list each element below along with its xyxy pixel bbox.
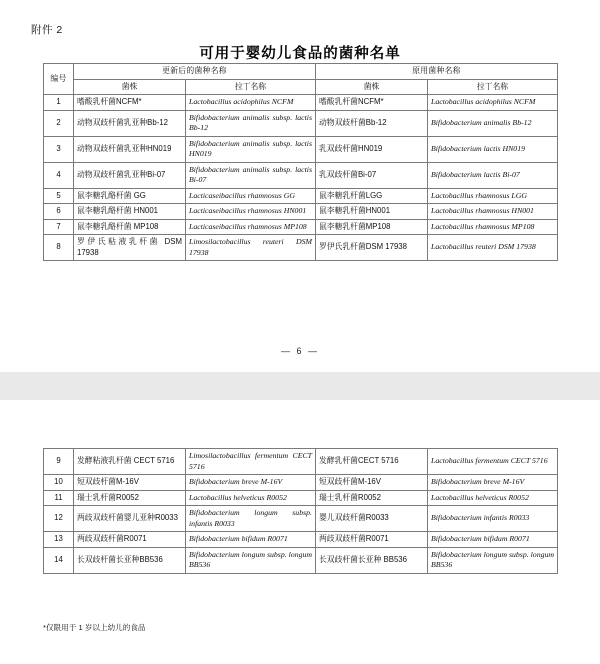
row-cn-old: 罗伊氏乳杆菌DSM 17938 [316,235,428,261]
row-cn-old: 短双歧杆菌M-16V [316,475,428,491]
table-row [44,188,558,204]
table-row [44,219,558,235]
header-strain-cn-old: 菌株 [316,79,428,95]
row-cn-new: 发酵粘液乳杆菌 CECT 5716 [74,449,186,475]
row-latin-new: Lactobacillus acidophilus NCFM [186,95,316,111]
page-section-bottom [0,400,600,664]
table-footnote: *仅限用于 1 岁以上幼儿的食品 [43,623,146,632]
table-row [44,162,558,188]
row-cn-old: 乳双歧杆菌HN019 [316,136,428,162]
header-number: 编号 [44,64,74,95]
row-cn-new: 动物双歧杆菌乳亚种Bi-07 [74,162,186,188]
page-separator [0,372,600,400]
row-latin-old: Bifidobacterium breve M-16V [428,475,558,491]
row-number: 13 [44,532,74,548]
row-latin-new: Bifidobacterium longum subsp. infantis R0033 [186,506,316,532]
row-cn-old: 长双歧杆菌长亚种 BB536 [316,547,428,573]
row-number: 14 [44,547,74,573]
row-cn-new: 鼠李糖乳酪杆菌 MP108 [74,219,186,235]
row-latin-new: Bifidobacterium animalis subsp. lactis Bb-12 [186,110,316,136]
row-latin-old: Lactobacillus helveticus R0052 [428,490,558,506]
row-latin-new: Bifidobacterium breve M-16V [186,475,316,491]
page-title: 可用于婴幼儿食品的菌种名单 [199,46,401,62]
table-group-header-row [44,64,558,80]
table-row [44,204,558,220]
row-cn-new: 罗伊氏粘液乳杆菌 DSM 17938 [74,235,186,261]
row-latin-new: Bifidobacterium bifidum R0071 [186,532,316,548]
table-row [44,95,558,111]
row-number: 11 [44,490,74,506]
row-latin-new: Bifidobacterium animalis subsp. lactis HN019 [186,136,316,162]
header-updated-group: 更新后的菌种名称 [74,64,316,80]
row-number: 9 [44,449,74,475]
row-latin-new: Lacticaseibacillus rhamnosus MP108 [186,219,316,235]
row-cn-new: 鼠李糖乳酪杆菌 HN001 [74,204,186,220]
strain-table-page2 [43,448,558,574]
header-strain-cn-new: 菌株 [74,79,186,95]
row-number: 12 [44,506,74,532]
attachment-label: 附件 2 [31,24,63,36]
row-cn-old: 嗜酸乳杆菌NCFM* [316,95,428,111]
table-row [44,235,558,261]
row-cn-old: 鼠李糖乳杆菌LGG [316,188,428,204]
row-cn-new: 动物双歧杆菌乳亚种HN019 [74,136,186,162]
row-number: 2 [44,110,74,136]
row-cn-old: 动物双歧杆菌Bb-12 [316,110,428,136]
row-cn-old: 发酵乳杆菌CECT 5716 [316,449,428,475]
row-latin-new: Lacticaseibacillus rhamnosus GG [186,188,316,204]
table-row [44,475,558,491]
row-latin-old: Lactobacillus rhamnosus LGG [428,188,558,204]
header-latin-new: 拉丁名称 [186,79,316,95]
row-latin-new: Lactobacillus helveticus R0052 [186,490,316,506]
table-row [44,110,558,136]
row-cn-new: 瑞士乳杆菌R0052 [74,490,186,506]
row-cn-old: 婴儿双歧杆菌R0033 [316,506,428,532]
row-cn-old: 瑞士乳杆菌R0052 [316,490,428,506]
row-cn-new: 动物双歧杆菌乳亚种Bb-12 [74,110,186,136]
row-cn-old: 鼠李糖乳杆菌HN001 [316,204,428,220]
row-cn-new: 嗜酸乳杆菌NCFM* [74,95,186,111]
row-latin-new: Lacticaseibacillus rhamnosus HN001 [186,204,316,220]
row-latin-old: Lactobacillus rhamnosus HN001 [428,204,558,220]
row-latin-new: Bifidobacterium animalis subsp. lactis Bi-07 [186,162,316,188]
row-latin-old: Bifidobacterium lactis Bi-07 [428,162,558,188]
row-cn-new: 长双歧杆菌长亚种BB536 [74,547,186,573]
row-cn-new: 短双歧杆菌M-16V [74,475,186,491]
row-latin-new: Bifidobacterium longum subsp. longum BB536 [186,547,316,573]
row-number: 10 [44,475,74,491]
strain-table-page1 [43,63,558,261]
header-original-group: 原用菌种名称 [316,64,558,80]
table-row [44,136,558,162]
table-column-header-row [44,79,558,95]
row-latin-old: Lactobacillus fermentum CECT 5716 [428,449,558,475]
row-latin-old: Lactobacillus acidophilus NCFM [428,95,558,111]
table-row [44,506,558,532]
row-latin-old: Lactobacillus reuteri DSM 17938 [428,235,558,261]
row-cn-old: 两歧双歧杆菌R0071 [316,532,428,548]
row-latin-new: Limosilactobacillus reuteri DSM 17938 [186,235,316,261]
row-cn-old: 乳双歧杆菌Bi-07 [316,162,428,188]
row-number: 7 [44,219,74,235]
row-latin-old: Bifidobacterium lactis HN019 [428,136,558,162]
row-cn-new: 两歧双歧杆菌婴儿亚种R0033 [74,506,186,532]
table-row [44,449,558,475]
row-latin-old: Lactobacillus rhamnosus MP108 [428,219,558,235]
row-cn-new: 鼠李糖乳酪杆菌 GG [74,188,186,204]
row-latin-old: Bifidobacterium infantis R0033 [428,506,558,532]
row-number: 5 [44,188,74,204]
row-number: 8 [44,235,74,261]
table-row [44,490,558,506]
row-number: 3 [44,136,74,162]
table-row [44,532,558,548]
row-number: 6 [44,204,74,220]
row-latin-old: Bifidobacterium bifidum R0071 [428,532,558,548]
row-cn-old: 鼠李糖乳杆菌MP108 [316,219,428,235]
table-row [44,547,558,573]
row-number: 4 [44,162,74,188]
row-number: 1 [44,95,74,111]
header-latin-old: 拉丁名称 [428,79,558,95]
row-cn-new: 两歧双歧杆菌R0071 [74,532,186,548]
row-latin-old: Bifidobacterium animalis Bb-12 [428,110,558,136]
row-latin-new: Limosilactobacillus fermentum CECT 5716 [186,449,316,475]
page-number: — 6 — [280,346,319,356]
row-latin-old: Bifidobacterium longum subsp. longum BB536 [428,547,558,573]
